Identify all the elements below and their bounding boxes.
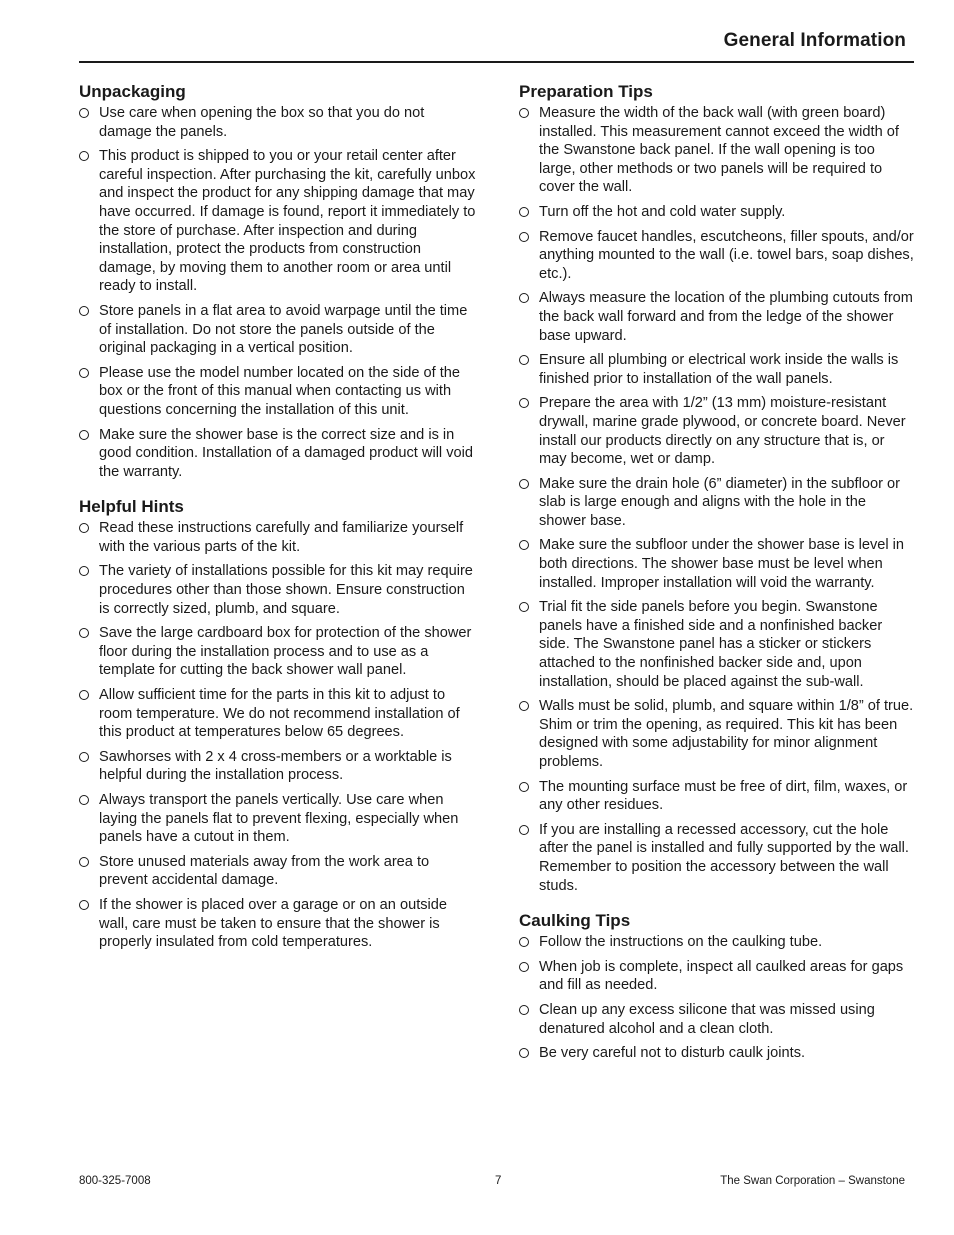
list-item-text: Ensure all plumbing or electrical work inside the walls is finished prior to installation of the wall panels. — [539, 352, 899, 387]
hollow-circle-bullet-icon — [519, 962, 529, 972]
list-item — [79, 853, 477, 890]
list-item-text: The variety of installations possible for this kit may require procedures other than those shown. Ensure construction is correctly sized, plumb, and square. — [99, 563, 473, 617]
list-item — [79, 426, 477, 482]
list-item-text: Trial fit the side panels before you begin. Swanstone panels have a finished side and a nonfinished backer side. The Swanstone panel has a sticker or stickers attached to the nonfinished backer side and, upon installation, should be placed against the sub-wall. — [539, 599, 883, 690]
left-column — [79, 82, 477, 958]
list-item — [79, 562, 477, 618]
hollow-circle-bullet-icon — [79, 306, 89, 316]
list-item — [519, 933, 915, 952]
hollow-circle-bullet-icon — [79, 628, 89, 638]
hollow-circle-bullet-icon — [519, 355, 529, 365]
list-item-text: Allow sufficient time for the parts in this kit to adjust to room temperature. We do not recommend installation of this product at temperatures below 65 degrees. — [99, 687, 460, 741]
hollow-circle-bullet-icon — [519, 825, 529, 835]
list-item-text: Be very careful not to disturb caulk joints. — [539, 1045, 806, 1062]
hollow-circle-bullet-icon — [519, 108, 529, 118]
page-footer — [79, 1175, 905, 1191]
hollow-circle-bullet-icon — [519, 207, 529, 217]
list-item — [79, 686, 477, 742]
bullet-list — [79, 104, 477, 481]
list-item-text: Always measure the location of the plumbing cutouts from the back wall forward and from the ledge of the shower base upward. — [539, 290, 913, 344]
list-item-text: Make sure the subfloor under the shower base is level in both directions. The shower base must be level when installed. Improper installation will void the warranty. — [539, 537, 905, 591]
list-item — [79, 896, 477, 952]
list-item-text: This product is shipped to you or your retail center after careful inspection. After purchasing the kit, carefully unbox and inspect the product for any shipping damage that may have occurred. If damage is found, report it immediately to the store of purchase. After inspection and during installation, protect the products from construction damage, by moving them to another room or area until ready to install. — [99, 148, 476, 295]
bullet-list — [519, 933, 915, 1063]
right-column — [519, 82, 915, 1069]
list-item-text: Turn off the hot and cold water supply. — [539, 203, 786, 220]
hollow-circle-bullet-icon — [519, 1048, 529, 1058]
hollow-circle-bullet-icon — [79, 151, 89, 161]
list-item-text: Measure the width of the back wall (with green board) installed. This measurement cannot exceed the width of the Swanstone back panel. If the wall opening is too large, other methods or two panels will be required to cover the wall. — [539, 105, 899, 196]
list-item-text: Follow the instructions on the caulking tube. — [539, 934, 823, 951]
section-heading: Preparation Tips — [519, 82, 653, 101]
list-item — [79, 302, 477, 358]
list-item-text: Prepare the area with 1/2” (13 mm) moisture-resistant drywall, marine grade plywood, or concrete board. Never install our products directly on any structure that is, or may become, wet or damp. — [539, 395, 906, 468]
hollow-circle-bullet-icon — [79, 795, 89, 805]
list-item — [519, 351, 915, 388]
list-item — [519, 598, 915, 691]
list-item-text: Make sure the drain hole (6” diameter) in the subfloor or slab is large enough and aligns with the hole in the shower base. — [539, 475, 900, 529]
hollow-circle-bullet-icon — [519, 937, 529, 947]
section-heading: Caulking Tips — [519, 911, 631, 931]
list-item-text: Save the large cardboard box for protection of the shower floor during the installation process and to use as a template for cutting the back shower wall panel. — [99, 625, 472, 679]
hollow-circle-bullet-icon — [79, 690, 89, 700]
list-item — [519, 394, 915, 468]
list-item — [519, 1044, 915, 1063]
hollow-circle-bullet-icon — [519, 232, 529, 242]
list-item-text: If you are installing a recessed accessory, cut the hole after the panel is installed and fully supported by the wall. Remember to position the accessory between the wall studs. — [539, 821, 909, 894]
section-heading: Unpackaging — [79, 82, 186, 101]
hollow-circle-bullet-icon — [519, 701, 529, 711]
list-item — [79, 748, 477, 785]
list-item-text: If the shower is placed over a garage or on an outside wall, care must be taken to ensure that the shower is properly insulated from cold temperatures. — [99, 896, 448, 951]
list-item — [519, 228, 915, 284]
list-item-text: Please use the model number located on the side of the box or the front of this manual when contacting us with questions concerning the installation of this unit. — [99, 364, 461, 418]
hollow-circle-bullet-icon — [79, 857, 89, 867]
section-caulking-tips — [519, 911, 915, 1063]
section-preparation-tips — [519, 82, 915, 895]
list-item-text: Sawhorses with 2 x 4 cross-members or a worktable is helpful during the installation process. — [99, 748, 452, 784]
footer-page-number: 7 — [495, 1175, 502, 1187]
hollow-circle-bullet-icon — [79, 900, 89, 910]
list-item-text: Walls must be solid, plumb, and square within 1/8” of true. Shim or trim the opening, as required. This kit has been designed with some adjustability for minor alignment problems. — [539, 698, 914, 770]
hollow-circle-bullet-icon — [79, 108, 89, 118]
list-item — [519, 289, 915, 345]
section-heading: Helpful Hints — [79, 497, 184, 517]
hollow-circle-bullet-icon — [519, 1005, 529, 1015]
list-item — [519, 104, 915, 197]
list-item — [519, 697, 915, 771]
hollow-circle-bullet-icon — [79, 368, 89, 378]
list-item-text: Read these instructions carefully and familiarize yourself with the various parts of the kit. — [99, 520, 464, 555]
section-helpful-hints — [79, 497, 477, 951]
bullet-list — [79, 519, 477, 951]
list-item — [79, 364, 477, 420]
list-item — [79, 519, 477, 556]
list-item-text: Use care when opening the box so that you do not damage the panels. — [99, 105, 425, 140]
hollow-circle-bullet-icon — [519, 479, 529, 489]
list-item — [519, 536, 915, 592]
list-item-text: Store unused materials away from the work area to prevent accidental damage. — [99, 853, 430, 889]
list-item-text: Store panels in a flat area to avoid warpage until the time of installation. Do not store the panels outside of the original packaging in a vertical position. — [99, 302, 468, 357]
hollow-circle-bullet-icon — [519, 540, 529, 550]
list-item — [519, 958, 915, 995]
list-item — [79, 624, 477, 680]
list-item-text: Remove faucet handles, escutcheons, filler spouts, and/or anything mounted to the wall (i.e. towel bars, soap dishes, etc.). — [539, 228, 914, 282]
list-item-text: Clean up any excess silicone that was missed using denatured alcohol and a clean cloth. — [539, 1001, 875, 1037]
list-item-text: The mounting surface must be free of dirt, film, waxes, or any other residues. — [539, 778, 908, 814]
list-item — [519, 203, 915, 222]
hollow-circle-bullet-icon — [519, 293, 529, 303]
page-header — [79, 28, 914, 63]
hollow-circle-bullet-icon — [519, 602, 529, 612]
list-item — [79, 147, 477, 296]
list-item-text: Always transport the panels vertically. Use care when laying the panels flat to prevent flexing, especially when panels have a cutout in them. — [99, 792, 459, 846]
list-item — [519, 1001, 915, 1038]
page-title: General Information — [723, 30, 906, 51]
hollow-circle-bullet-icon — [79, 752, 89, 762]
list-item — [79, 104, 477, 141]
list-item-text: Make sure the shower base is the correct size and is in good condition. Installation of a damaged product will void the warranty. — [99, 426, 474, 480]
list-item — [519, 475, 915, 531]
hollow-circle-bullet-icon — [519, 782, 529, 792]
footer-phone: 800-325-7008 — [79, 1175, 151, 1187]
hollow-circle-bullet-icon — [79, 523, 89, 533]
section-unpackaging — [79, 82, 477, 481]
list-item — [79, 791, 477, 847]
list-item — [519, 778, 915, 815]
list-item — [519, 821, 915, 895]
hollow-circle-bullet-icon — [519, 398, 529, 408]
hollow-circle-bullet-icon — [79, 430, 89, 440]
bullet-list — [519, 104, 915, 895]
footer-company: The Swan Corporation – Swanstone — [720, 1175, 905, 1187]
list-item-text: When job is complete, inspect all caulked areas for gaps and fill as needed. — [539, 958, 904, 994]
hollow-circle-bullet-icon — [79, 566, 89, 576]
